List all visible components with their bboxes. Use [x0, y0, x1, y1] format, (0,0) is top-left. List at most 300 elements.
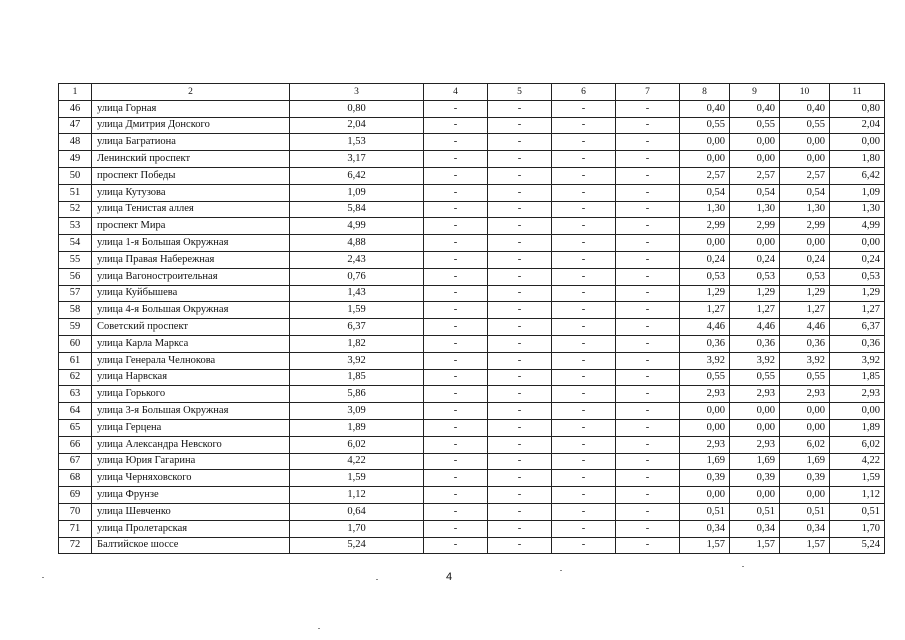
street-name: Балтийское шоссе: [92, 537, 290, 554]
value-cell: 1,29: [680, 285, 730, 302]
street-name: улица Александра Невского: [92, 436, 290, 453]
total-length: 4,88: [290, 235, 424, 252]
empty-value: -: [552, 151, 616, 168]
value-cell: 0,55: [780, 117, 830, 134]
column-header: 11: [830, 84, 885, 101]
table-row: [59, 268, 885, 285]
column-header: 4: [424, 84, 488, 101]
total-length: 3,09: [290, 403, 424, 420]
empty-value: -: [488, 537, 552, 554]
value-cell: 1,30: [780, 201, 830, 218]
empty-value: -: [488, 251, 552, 268]
value-cell: 3,92: [830, 352, 885, 369]
row-number: 65: [59, 419, 92, 436]
total-length: 1,70: [290, 520, 424, 537]
empty-value: -: [552, 470, 616, 487]
empty-value: -: [424, 302, 488, 319]
value-cell: 0,55: [680, 369, 730, 386]
empty-value: -: [424, 100, 488, 117]
value-cell: 2,99: [680, 218, 730, 235]
empty-value: -: [616, 537, 680, 554]
empty-value: -: [424, 386, 488, 403]
column-header: 3: [290, 84, 424, 101]
value-cell: 6,02: [830, 436, 885, 453]
empty-value: -: [488, 285, 552, 302]
value-cell: 2,57: [730, 167, 780, 184]
value-cell: 0,00: [730, 419, 780, 436]
empty-value: -: [616, 352, 680, 369]
street-name: улица Кутузова: [92, 184, 290, 201]
empty-value: -: [424, 218, 488, 235]
total-length: 1,82: [290, 335, 424, 352]
table-row: [59, 151, 885, 168]
row-number: 61: [59, 352, 92, 369]
value-cell: 0,24: [780, 251, 830, 268]
street-name: улица Куйбышева: [92, 285, 290, 302]
street-name: улица Герцена: [92, 419, 290, 436]
table-row: [59, 167, 885, 184]
value-cell: 0,36: [680, 335, 730, 352]
value-cell: 2,99: [730, 218, 780, 235]
street-name: улица Генерала Челнокова: [92, 352, 290, 369]
total-length: 1,59: [290, 302, 424, 319]
empty-value: -: [616, 319, 680, 336]
empty-value: -: [552, 319, 616, 336]
empty-value: -: [616, 503, 680, 520]
value-cell: 4,46: [680, 319, 730, 336]
row-number: 50: [59, 167, 92, 184]
empty-value: -: [488, 487, 552, 504]
empty-value: -: [616, 235, 680, 252]
value-cell: 4,99: [830, 218, 885, 235]
value-cell: 1,29: [730, 285, 780, 302]
value-cell: 0,51: [680, 503, 730, 520]
empty-value: -: [488, 201, 552, 218]
value-cell: 0,53: [830, 268, 885, 285]
total-length: 1,89: [290, 419, 424, 436]
street-name: улица Фрунзе: [92, 487, 290, 504]
table-row: [59, 285, 885, 302]
row-number: 54: [59, 235, 92, 252]
total-length: 1,85: [290, 369, 424, 386]
total-length: 1,53: [290, 134, 424, 151]
street-name: улица Горького: [92, 386, 290, 403]
value-cell: 0,00: [680, 487, 730, 504]
value-cell: 0,55: [680, 117, 730, 134]
empty-value: -: [488, 302, 552, 319]
empty-value: -: [424, 117, 488, 134]
table-row: [59, 503, 885, 520]
empty-value: -: [552, 184, 616, 201]
table-row: [59, 386, 885, 403]
value-cell: 1,09: [830, 184, 885, 201]
empty-value: -: [488, 453, 552, 470]
value-cell: 1,27: [780, 302, 830, 319]
value-cell: 0,54: [730, 184, 780, 201]
value-cell: 0,00: [780, 235, 830, 252]
value-cell: 0,00: [730, 487, 780, 504]
street-name: улица Нарвская: [92, 369, 290, 386]
value-cell: 1,80: [830, 151, 885, 168]
total-length: 5,24: [290, 537, 424, 554]
value-cell: 1,29: [780, 285, 830, 302]
empty-value: -: [424, 335, 488, 352]
empty-value: -: [488, 470, 552, 487]
row-number: 53: [59, 218, 92, 235]
value-cell: 3,92: [730, 352, 780, 369]
total-length: 6,42: [290, 167, 424, 184]
value-cell: 0,51: [830, 503, 885, 520]
value-cell: 0,54: [680, 184, 730, 201]
empty-value: -: [488, 268, 552, 285]
value-cell: 6,02: [780, 436, 830, 453]
total-length: 0,76: [290, 268, 424, 285]
empty-value: -: [552, 537, 616, 554]
street-name: Советский проспект: [92, 319, 290, 336]
column-header: 6: [552, 84, 616, 101]
value-cell: 3,92: [780, 352, 830, 369]
empty-value: -: [488, 352, 552, 369]
row-number: 48: [59, 134, 92, 151]
table-row: [59, 403, 885, 420]
column-header: 9: [730, 84, 780, 101]
street-name: улица Правая Набережная: [92, 251, 290, 268]
row-number: 52: [59, 201, 92, 218]
value-cell: 0,39: [780, 470, 830, 487]
empty-value: -: [488, 403, 552, 420]
empty-value: -: [552, 218, 616, 235]
value-cell: 0,80: [830, 100, 885, 117]
street-name: улица Горная: [92, 100, 290, 117]
empty-value: -: [616, 386, 680, 403]
empty-value: -: [488, 134, 552, 151]
value-cell: 1,59: [830, 470, 885, 487]
row-number: 67: [59, 453, 92, 470]
empty-value: -: [616, 100, 680, 117]
value-cell: 1,70: [830, 520, 885, 537]
empty-value: -: [552, 285, 616, 302]
total-length: 0,80: [290, 100, 424, 117]
value-cell: 2,93: [830, 386, 885, 403]
table-row: [59, 319, 885, 336]
row-number: 68: [59, 470, 92, 487]
empty-value: -: [552, 117, 616, 134]
empty-value: -: [552, 201, 616, 218]
value-cell: 0,00: [730, 134, 780, 151]
table-row: [59, 487, 885, 504]
value-cell: 1,85: [830, 369, 885, 386]
street-name: улица 4-я Большая Окружная: [92, 302, 290, 319]
empty-value: -: [424, 487, 488, 504]
value-cell: 0,55: [780, 369, 830, 386]
value-cell: 1,57: [680, 537, 730, 554]
table-row: [59, 369, 885, 386]
empty-value: -: [616, 184, 680, 201]
value-cell: 2,93: [730, 386, 780, 403]
value-cell: 1,30: [680, 201, 730, 218]
empty-value: -: [552, 369, 616, 386]
header-row: [59, 84, 885, 101]
street-name: улица Багратиона: [92, 134, 290, 151]
total-length: 5,86: [290, 386, 424, 403]
empty-value: -: [616, 134, 680, 151]
value-cell: 0,00: [780, 134, 830, 151]
row-number: 46: [59, 100, 92, 117]
table-row: [59, 436, 885, 453]
empty-value: -: [552, 302, 616, 319]
value-cell: 0,51: [730, 503, 780, 520]
empty-value: -: [424, 201, 488, 218]
value-cell: 1,89: [830, 419, 885, 436]
row-number: 58: [59, 302, 92, 319]
table-body: [59, 100, 885, 554]
empty-value: -: [424, 319, 488, 336]
empty-value: -: [488, 167, 552, 184]
empty-value: -: [616, 218, 680, 235]
empty-value: -: [488, 520, 552, 537]
row-number: 69: [59, 487, 92, 504]
empty-value: -: [424, 235, 488, 252]
total-length: 6,02: [290, 436, 424, 453]
table-row: [59, 520, 885, 537]
value-cell: 2,57: [680, 167, 730, 184]
value-cell: 0,00: [830, 134, 885, 151]
row-number: 57: [59, 285, 92, 302]
value-cell: 5,24: [830, 537, 885, 554]
value-cell: 2,57: [780, 167, 830, 184]
empty-value: -: [424, 285, 488, 302]
street-name: улица Черняховского: [92, 470, 290, 487]
empty-value: -: [488, 386, 552, 403]
empty-value: -: [552, 503, 616, 520]
empty-value: -: [552, 436, 616, 453]
empty-value: -: [616, 487, 680, 504]
empty-value: -: [552, 386, 616, 403]
empty-value: -: [616, 369, 680, 386]
value-cell: 1,69: [680, 453, 730, 470]
value-cell: 0,53: [680, 268, 730, 285]
empty-value: -: [424, 537, 488, 554]
total-length: 3,17: [290, 151, 424, 168]
empty-value: -: [424, 352, 488, 369]
street-name: улица 1-я Большая Окружная: [92, 235, 290, 252]
value-cell: 0,34: [780, 520, 830, 537]
row-number: 70: [59, 503, 92, 520]
value-cell: 0,53: [730, 268, 780, 285]
empty-value: -: [488, 117, 552, 134]
street-name: улица Карла Маркса: [92, 335, 290, 352]
table-row: [59, 470, 885, 487]
value-cell: 2,99: [780, 218, 830, 235]
table-row: [59, 134, 885, 151]
scan-speck: [318, 628, 320, 629]
empty-value: -: [552, 403, 616, 420]
empty-value: -: [424, 453, 488, 470]
value-cell: 0,55: [730, 369, 780, 386]
table-row: [59, 352, 885, 369]
empty-value: -: [424, 251, 488, 268]
value-cell: 2,04: [830, 117, 885, 134]
value-cell: 4,46: [730, 319, 780, 336]
value-cell: 2,93: [730, 436, 780, 453]
empty-value: -: [424, 268, 488, 285]
value-cell: 1,12: [830, 487, 885, 504]
roads-table: [58, 83, 885, 554]
value-cell: 0,00: [680, 151, 730, 168]
column-header: 8: [680, 84, 730, 101]
row-number: 72: [59, 537, 92, 554]
total-length: 1,59: [290, 470, 424, 487]
total-length: 2,43: [290, 251, 424, 268]
street-name: проспект Мира: [92, 218, 290, 235]
value-cell: 0,40: [730, 100, 780, 117]
empty-value: -: [424, 503, 488, 520]
empty-value: -: [424, 167, 488, 184]
street-name: улица Тенистая аллея: [92, 201, 290, 218]
table-row: [59, 453, 885, 470]
table-row: [59, 419, 885, 436]
row-number: 55: [59, 251, 92, 268]
column-header: 10: [780, 84, 830, 101]
empty-value: -: [616, 268, 680, 285]
column-header: 1: [59, 84, 92, 101]
empty-value: -: [488, 503, 552, 520]
value-cell: 1,57: [730, 537, 780, 554]
value-cell: 0,00: [680, 134, 730, 151]
row-number: 60: [59, 335, 92, 352]
empty-value: -: [552, 419, 616, 436]
value-cell: 0,39: [680, 470, 730, 487]
empty-value: -: [552, 134, 616, 151]
value-cell: 0,54: [780, 184, 830, 201]
street-name: улица Юрия Гагарина: [92, 453, 290, 470]
empty-value: -: [424, 369, 488, 386]
value-cell: 0,00: [780, 419, 830, 436]
total-length: 4,99: [290, 218, 424, 235]
value-cell: 3,92: [680, 352, 730, 369]
value-cell: 0,00: [830, 235, 885, 252]
table-row: [59, 335, 885, 352]
empty-value: -: [552, 268, 616, 285]
empty-value: -: [424, 403, 488, 420]
empty-value: -: [616, 251, 680, 268]
column-header: 2: [92, 84, 290, 101]
empty-value: -: [616, 436, 680, 453]
empty-value: -: [552, 335, 616, 352]
empty-value: -: [424, 520, 488, 537]
empty-value: -: [488, 436, 552, 453]
table-row: [59, 184, 885, 201]
row-number: 62: [59, 369, 92, 386]
empty-value: -: [616, 285, 680, 302]
empty-value: -: [552, 352, 616, 369]
value-cell: 4,22: [830, 453, 885, 470]
value-cell: 6,42: [830, 167, 885, 184]
table-row: [59, 201, 885, 218]
column-header: 7: [616, 84, 680, 101]
scan-speck: [742, 566, 744, 567]
value-cell: 0,00: [680, 403, 730, 420]
table-row: [59, 302, 885, 319]
value-cell: 1,27: [830, 302, 885, 319]
empty-value: -: [488, 335, 552, 352]
value-cell: 0,00: [730, 151, 780, 168]
value-cell: 0,24: [680, 251, 730, 268]
empty-value: -: [552, 100, 616, 117]
row-number: 49: [59, 151, 92, 168]
value-cell: 0,00: [730, 235, 780, 252]
value-cell: 1,69: [730, 453, 780, 470]
total-length: 1,09: [290, 184, 424, 201]
row-number: 51: [59, 184, 92, 201]
empty-value: -: [616, 470, 680, 487]
table-row: [59, 117, 885, 134]
value-cell: 1,30: [730, 201, 780, 218]
street-name: улица Шевченко: [92, 503, 290, 520]
total-length: 6,37: [290, 319, 424, 336]
empty-value: -: [616, 167, 680, 184]
value-cell: 0,00: [780, 151, 830, 168]
scan-speck: [42, 577, 44, 578]
value-cell: 0,55: [730, 117, 780, 134]
scan-speck: [376, 579, 378, 580]
empty-value: -: [616, 403, 680, 420]
value-cell: 2,93: [680, 386, 730, 403]
empty-value: -: [424, 419, 488, 436]
value-cell: 2,93: [680, 436, 730, 453]
empty-value: -: [488, 184, 552, 201]
empty-value: -: [616, 419, 680, 436]
empty-value: -: [616, 151, 680, 168]
empty-value: -: [552, 235, 616, 252]
empty-value: -: [616, 302, 680, 319]
value-cell: 0,40: [780, 100, 830, 117]
value-cell: 0,34: [680, 520, 730, 537]
street-name: улица Дмитрия Донского: [92, 117, 290, 134]
value-cell: 0,00: [680, 235, 730, 252]
empty-value: -: [616, 335, 680, 352]
empty-value: -: [488, 151, 552, 168]
empty-value: -: [488, 100, 552, 117]
empty-value: -: [552, 487, 616, 504]
value-cell: 1,30: [830, 201, 885, 218]
value-cell: 1,27: [730, 302, 780, 319]
value-cell: 1,27: [680, 302, 730, 319]
page-number: 4: [446, 571, 453, 583]
value-cell: 0,36: [780, 335, 830, 352]
row-number: 63: [59, 386, 92, 403]
value-cell: 0,00: [780, 403, 830, 420]
empty-value: -: [552, 520, 616, 537]
total-length: 0,64: [290, 503, 424, 520]
total-length: 3,92: [290, 352, 424, 369]
value-cell: 1,57: [780, 537, 830, 554]
empty-value: -: [552, 453, 616, 470]
value-cell: 0,36: [830, 335, 885, 352]
value-cell: 0,00: [780, 487, 830, 504]
street-name: улица 3-я Большая Окружная: [92, 403, 290, 420]
row-number: 71: [59, 520, 92, 537]
table-row: [59, 100, 885, 117]
row-number: 47: [59, 117, 92, 134]
total-length: 2,04: [290, 117, 424, 134]
row-number: 66: [59, 436, 92, 453]
empty-value: -: [616, 201, 680, 218]
row-number: 59: [59, 319, 92, 336]
value-cell: 0,34: [730, 520, 780, 537]
empty-value: -: [424, 134, 488, 151]
street-name: Ленинский проспект: [92, 151, 290, 168]
